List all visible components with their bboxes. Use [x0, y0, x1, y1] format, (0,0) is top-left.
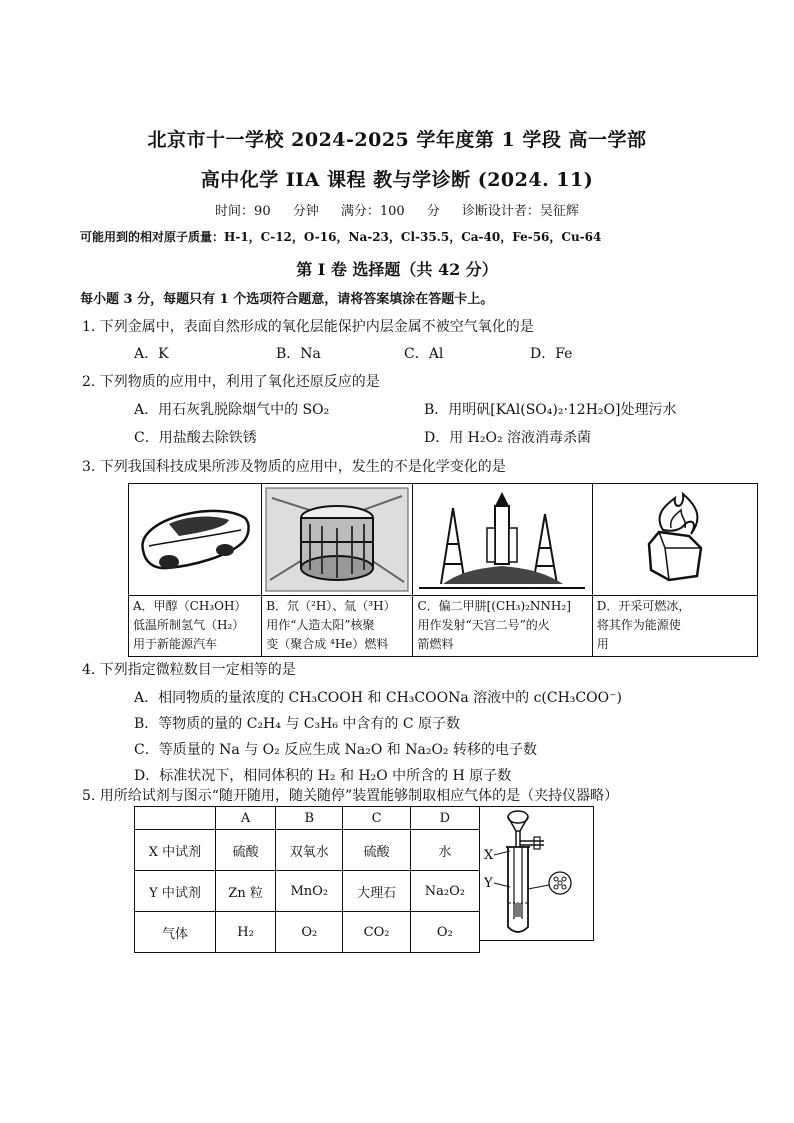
section-title: 第 I 卷 选择题（共 42 分）	[296, 260, 498, 279]
q1-option-b: B．Na	[276, 346, 321, 362]
q3-caption-a-line: 用于新能源汽车	[133, 637, 218, 651]
q2-option-a: A．用石灰乳脱除烟气中的 SO₂	[134, 402, 330, 418]
q3-caption-a	[129, 596, 262, 657]
q3-caption-b-line: 用作“人造太阳”核聚	[266, 618, 375, 632]
q1-option-d: D．Fe	[530, 346, 573, 362]
q5-reagent-table	[134, 806, 480, 953]
q4-option-c: C．等质量的 Na 与 O₂ 反应生成 Na₂O 和 Na₂O₂ 转移的电子数	[134, 742, 537, 758]
q5-cell: 双氧水	[276, 830, 343, 871]
section-instruction: 每小题 3 分，每题只有 1 个选项符合题意，请将答案填涂在答题卡上。	[80, 292, 494, 307]
q5-cell: H₂	[216, 912, 276, 953]
q2-option-d: D．用 H₂O₂ 溶液消毒杀菌	[424, 430, 592, 446]
q2-option-b: B．用明矾[KAl(SO₄)₂·12H₂O]处理污水	[424, 402, 677, 418]
q5-cell: O₂	[276, 912, 343, 953]
q3-caption-c-line: 用作发射“天宫二号”的火	[417, 618, 550, 632]
q4-option-b: B．等物质的量的 C₂H₄ 与 C₃H₆ 中含有的 C 原子数	[134, 716, 460, 732]
q3-caption-d	[592, 596, 757, 657]
q5-cell: 大理石	[343, 871, 410, 912]
q1-option-c: C．Al	[404, 346, 444, 362]
q1-option-a: A．K	[134, 346, 169, 362]
q3-caption-d-line: 将其作为能源使	[596, 618, 681, 632]
q2-option-c: C．用盐酸去除铁锈	[134, 430, 257, 446]
q5-row-label: X 中试剂	[135, 830, 216, 871]
q3-caption-d-line: 用	[596, 637, 609, 651]
q5-header-a: A	[216, 807, 276, 830]
q3-caption-b-line: 变（聚合成 ⁴He）燃料	[266, 637, 389, 651]
q4-option-a: A．相同物质的量浓度的 CH₃COOH 和 CH₃COONa 溶液中的 c(CH₃COO⁻)	[134, 690, 622, 706]
q5-cell: O₂	[410, 912, 479, 953]
exam-subtitle: 高中化学 IIA 课程 教与学诊断 (2024. 11)	[200, 169, 594, 191]
q5-cell: MnO₂	[276, 871, 343, 912]
q5-header-blank	[135, 807, 216, 830]
q3-caption-c-line: 箭燃料	[417, 637, 454, 651]
q3-caption-b-line: B．氘（²H）、氚（³H）	[266, 599, 396, 613]
q5-cell: Na₂O₂	[410, 871, 479, 912]
car-icon	[129, 484, 261, 595]
q5-cell: CO₂	[343, 912, 410, 953]
q3-image-ice	[592, 484, 757, 596]
q2-stem: 2. 下列物质的应用中，利用了氧化还原反应的是	[82, 374, 380, 390]
q5-apparatus	[480, 806, 594, 941]
q3-image-tokamak	[262, 484, 413, 596]
q5-cell: Zn 粒	[216, 871, 276, 912]
q3-image-car	[129, 484, 262, 596]
q4-stem: 4. 下列指定微粒数目一定相等的是	[82, 662, 296, 678]
q5-header-b: B	[276, 807, 343, 830]
q3-stem: 3. 下列我国科技成果所涉及物质的应用中，发生的不是化学变化的是	[82, 459, 506, 475]
apparatus-label-y: Y	[484, 876, 493, 891]
fusion-reactor-icon	[262, 484, 412, 595]
q3-caption-c-line: C．偏二甲肼[(CH₃)₂NNH₂]	[417, 599, 571, 613]
q5-stem: 5. 用所给试剂与图示“随开随用，随关随停”装置能够制取相应气体的是（夹持仪器略）	[82, 788, 619, 804]
q3-caption-c	[413, 596, 592, 657]
q3-caption-b	[262, 596, 413, 657]
q5-cell: 硫酸	[216, 830, 276, 871]
q4-option-d: D．标准状况下，相同体积的 H₂ 和 H₂O 中所含的 H 原子数	[134, 768, 512, 784]
exam-title: 北京市十一学校 2024-2025 学年度第 1 学段 高一学部	[147, 129, 647, 151]
q3-caption-a-line: A．甲醇（CH₃OH）	[133, 599, 247, 613]
q5-cell: 硫酸	[343, 830, 410, 871]
q5-row-label: 气体	[135, 912, 216, 953]
q3-caption-a-line: 低温所制氢气（H₂）	[133, 618, 245, 632]
exam-meta: 时间：90 分钟 满分：100 分 诊断设计者：吴征辉	[215, 204, 579, 219]
q5-row-label: Y 中试剂	[135, 871, 216, 912]
flaming-ice-icon	[593, 484, 757, 595]
q3-figure-table	[128, 483, 758, 657]
q3-caption-d-line: D．开采可燃冰，	[596, 599, 691, 613]
q1-stem: 1. 下列金属中，表面自然形成的氧化层能保护内层金属不被空气氧化的是	[82, 319, 534, 335]
atomic-masses: 可能用到的相对原子质量：H-1，C-12，O-16，Na-23，Cl-35.5，Ca-40，Fe-56，Cu-64	[80, 230, 602, 244]
q5-cell: 水	[410, 830, 479, 871]
q5-header-c: C	[343, 807, 410, 830]
rocket-launch-icon	[413, 484, 591, 595]
q3-image-rocket	[413, 484, 592, 596]
gas-apparatus-diagram	[480, 807, 592, 940]
apparatus-label-x: X	[484, 848, 494, 863]
q5-header-d: D	[410, 807, 479, 830]
